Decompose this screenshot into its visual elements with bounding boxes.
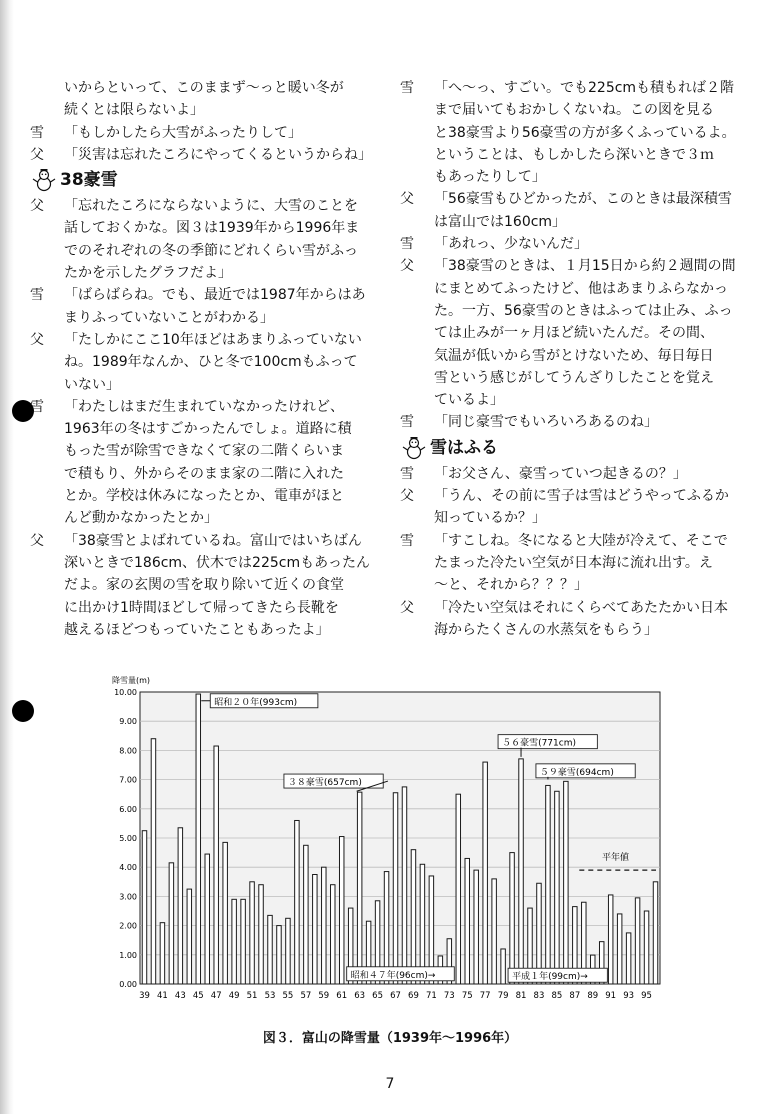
dialogue-line	[30, 240, 382, 262]
dialogue-line	[30, 418, 382, 440]
dialogue-line	[30, 217, 382, 239]
punch-hole-lower	[12, 700, 34, 722]
dialogue-line	[400, 278, 760, 300]
dialogue-text: 「わたしはまだ生まれていなかったけれど、	[64, 398, 344, 415]
dialogue-text: いからといって、このままず〜っと暖い冬が	[64, 80, 344, 96]
section-heading	[30, 168, 382, 192]
bar-1957	[304, 845, 308, 984]
bar-1952	[259, 885, 263, 984]
dialogue-line	[30, 552, 382, 574]
x-tick-label: 87	[569, 991, 581, 1001]
speaker-label	[30, 262, 64, 284]
x-tick-label: 75	[461, 991, 473, 1001]
bar-1941	[160, 923, 164, 984]
y-tick-label: 2.00	[119, 921, 137, 931]
y-tick-label: 1.00	[119, 950, 137, 960]
dialogue-text: だよ。家の玄関の雪を取り除いて近くの食堂	[64, 577, 344, 594]
x-tick-label: 83	[533, 991, 545, 1001]
speaker-label	[400, 507, 434, 529]
y-tick-label: 4.00	[119, 863, 137, 873]
snowfall-chart-svg	[110, 660, 680, 1020]
speaker-label: 雪	[30, 398, 44, 415]
speaker-label	[30, 99, 64, 121]
dialogue-text: 「56豪雪もひどかったが、このときは最深積雪	[434, 191, 732, 208]
dialogue-line	[400, 619, 760, 641]
y-axis-label: 降雪量(m)	[112, 676, 151, 685]
dialogue-line	[30, 77, 382, 99]
bar-1981	[519, 759, 523, 984]
dialogue-text: 雪という感じがしてうんざりしたことを覚え	[434, 369, 714, 386]
speaker-label: 父	[400, 488, 414, 505]
section-heading	[400, 436, 760, 460]
page-number: 7	[385, 1076, 395, 1092]
speaker-label: 雪	[400, 80, 414, 96]
dialogue-line	[400, 389, 760, 411]
dialogue-line	[400, 300, 760, 322]
speaker-label	[30, 597, 64, 619]
y-tick-label: 0.00	[119, 980, 137, 989]
speaker-label: 雪	[400, 414, 414, 431]
speaker-label	[400, 166, 434, 188]
x-tick-label: 45	[192, 991, 204, 1001]
speaker-label	[30, 485, 64, 507]
bar-1994	[635, 898, 639, 984]
dialogue-text: まりふっていないことがわかる」	[64, 309, 274, 326]
x-tick-label: 93	[623, 991, 635, 1001]
dialogue-line	[30, 396, 382, 418]
dialogue-text: んど動かなかったとか」	[64, 510, 218, 527]
dialogue-text: 海からたくさんの水蒸気をもらう」	[434, 621, 658, 638]
speaker-label	[400, 552, 434, 574]
speaker-label	[30, 552, 64, 574]
dialogue-line	[30, 122, 382, 144]
dialogue-text: 深いときで186cm、伏木では225cmもあったん	[64, 554, 370, 571]
dialogue-text: でのそれぞれの冬の季節にどれくらい雪がふっ	[64, 242, 358, 259]
dialogue-text: 「お父さん、豪雪っていつ起きるの？」	[434, 465, 687, 482]
x-tick-label: 59	[318, 991, 330, 1001]
dialogue-text: 「あれっ、少ないんだ」	[434, 236, 588, 253]
dialogue-text: 話しておくかな。図３は1939年から1996年ま	[64, 220, 360, 237]
bar-1995	[644, 911, 648, 984]
bar-1986	[564, 781, 568, 984]
bar-1970	[420, 864, 424, 984]
y-tick-label: 5.00	[119, 834, 137, 843]
dialogue-line	[400, 597, 760, 619]
bar-1949	[232, 899, 236, 984]
dialogue-text: に出かけ1時間ほどして帰ってきたら長靴を	[64, 599, 339, 616]
speaker-label	[400, 278, 434, 300]
y-tick-label: 7.00	[119, 775, 137, 785]
x-tick-label: 47	[210, 991, 222, 1001]
y-tick-label: 8.00	[119, 746, 137, 756]
bar-1945	[196, 694, 200, 984]
dialogue-line	[400, 463, 760, 485]
dialogue-line	[400, 188, 760, 210]
dialogue-line	[400, 411, 760, 433]
speaker-label: 父	[400, 599, 414, 616]
dialogue-line	[400, 530, 760, 552]
speaker-label	[400, 574, 434, 596]
x-tick-label: 43	[174, 991, 186, 1001]
speaker-label	[30, 574, 64, 596]
dialogue-line	[30, 530, 382, 552]
dialogue-line	[400, 552, 760, 574]
bar-1954	[277, 926, 281, 984]
dialogue-text: 「もしかしたら大雪がふったりして」	[64, 124, 302, 141]
bar-1969	[411, 850, 415, 984]
dialogue-text: 「同じ豪雪でもいろいろあるのね」	[434, 414, 658, 431]
speaker-label	[30, 418, 64, 440]
dialogue-line	[30, 374, 382, 396]
dialogue-line	[30, 329, 382, 351]
dialogue-text: 越えるほどつもっていたこともあったよ」	[64, 621, 330, 638]
snowman-icon	[400, 436, 428, 460]
dialogue-text: まで届いてもおかしくないね。この図を見る	[434, 102, 714, 119]
speaker-label: 雪	[400, 236, 414, 253]
bar-1942	[169, 863, 173, 984]
dialogue-line	[400, 345, 760, 367]
speaker-label: 父	[30, 198, 44, 215]
dialogue-text: 「へ〜っ、すごい。でも225cmも積もれば２階	[434, 80, 735, 96]
speaker-label	[400, 367, 434, 389]
x-tick-label: 77	[479, 991, 491, 1001]
speaker-label: 父	[400, 258, 414, 275]
dialogue-text: たかを示したグラフだよ」	[64, 265, 232, 282]
dialogue-line	[400, 367, 760, 389]
dialogue-line	[400, 322, 760, 344]
dialogue-line	[30, 307, 382, 329]
bar-1974	[456, 794, 460, 984]
dialogue-line	[30, 574, 382, 596]
x-tick-label: 81	[515, 991, 527, 1001]
dialogue-text: 「すこしね。冬になると大陸が冷えて、そこで	[434, 532, 728, 549]
speaker-label: 雪	[30, 124, 44, 141]
dialogue-text: いない」	[64, 376, 120, 393]
y-tick-label: 9.00	[119, 717, 137, 727]
bar-1953	[268, 915, 272, 984]
x-tick-label: 41	[156, 991, 168, 1001]
dialogue-text: た。一方、56豪雪のときはふっては止み、ふっ	[434, 302, 733, 319]
bar-1991	[608, 895, 612, 984]
dialogue-text: 「38豪雪とよばれているね。富山ではいちばん	[64, 532, 362, 549]
dialogue-line	[30, 144, 382, 166]
annotation-showa20: 昭和２０年(993cm)	[214, 697, 298, 708]
dialogue-line	[400, 507, 760, 529]
dialogue-text: ということは、もしかしたら深いときで３ｍ	[434, 146, 714, 163]
annotation-heisei1: 平成１年(99cm)→	[512, 972, 588, 983]
bar-1946	[205, 854, 209, 984]
speaker-label: 父	[30, 331, 44, 348]
dialogue-line	[400, 485, 760, 507]
speaker-label	[30, 374, 64, 396]
x-tick-label: 49	[228, 991, 240, 1001]
dialogue-line	[400, 233, 760, 255]
bar-1939	[142, 831, 146, 984]
dialogue-line	[400, 574, 760, 596]
dialogue-line	[30, 485, 382, 507]
dialogue-text: ているよ」	[434, 392, 504, 409]
dialogue-line	[400, 166, 760, 188]
dialogue-text: 知っているか？」	[434, 510, 546, 527]
dialogue-line	[400, 211, 760, 233]
speaker-label	[30, 463, 64, 485]
bar-1977	[483, 762, 487, 984]
annotation-56gosetsu: ５６豪雪(771cm)	[502, 738, 576, 749]
dialogue-line	[30, 351, 382, 373]
x-tick-label: 51	[246, 991, 258, 1001]
dialogue-text: 気温が低いから雪がとけないため、毎日毎日	[434, 347, 714, 364]
dialogue-line	[30, 463, 382, 485]
dialogue-text: 1963年の冬はすごかったんでしょ。道路に積	[64, 421, 352, 438]
dialogue-text: 「うん、その前に雪子は雪はどうやってふるか	[434, 488, 729, 505]
speaker-label	[400, 345, 434, 367]
dialogue-text: 「災害は忘れたころにやってくるというからね」	[64, 146, 372, 163]
bar-1956	[295, 820, 299, 984]
dialogue-line	[30, 284, 382, 306]
bar-1992	[617, 914, 621, 984]
dialogue-line	[400, 99, 760, 121]
speaker-label	[400, 211, 434, 233]
bar-1943	[178, 828, 182, 984]
dialogue-line	[30, 262, 382, 284]
dialogue-line	[400, 122, 760, 144]
bar-1955	[286, 918, 290, 984]
page-edge-shadow	[0, 0, 14, 1114]
dialogue-line	[30, 99, 382, 121]
dialogue-text: と38豪雪より56豪雪の方が多くふっているよ。	[434, 124, 736, 141]
speaker-label: 雪	[400, 532, 414, 549]
bar-1944	[187, 889, 191, 984]
bar-1961	[339, 837, 343, 984]
figure-caption: 図３．富山の降雪量（1939年〜1996年）	[262, 1031, 518, 1046]
dialogue-text: 「たしかにここ10年ほどはあまりふっていない	[64, 331, 362, 348]
speaker-label	[30, 619, 64, 641]
bar-1978	[492, 879, 496, 984]
bar-1960	[331, 885, 335, 984]
speaker-label	[400, 144, 434, 166]
section-title: 雪はふる	[430, 437, 498, 458]
dialogue-line	[400, 144, 760, 166]
bar-1967	[393, 793, 397, 984]
x-tick-label: 85	[551, 991, 563, 1001]
dialogue-line	[30, 507, 382, 529]
speaker-label: 父	[400, 191, 414, 208]
annotation-59gosetsu: ５９豪雪(694cm)	[539, 767, 614, 778]
dialogue-line	[400, 255, 760, 277]
bar-1968	[402, 787, 406, 984]
x-tick-label: 79	[497, 991, 509, 1001]
dialogue-text: たまった冷たい空気が日本海に流れ出す。え	[434, 554, 713, 571]
speaker-label	[30, 440, 64, 462]
dialogue-text: 「忘れたころにならないように、大雪のことを	[64, 198, 358, 215]
dialogue-text: 「ばらばらね。でも、最近では1987年からはあ	[64, 287, 366, 304]
bar-1979	[501, 949, 505, 984]
speaker-label: 雪	[400, 465, 414, 482]
dialogue-text: で積もり、外からそのまま家の二階に入れた	[64, 465, 344, 482]
bar-1948	[223, 842, 227, 984]
bar-1940	[151, 739, 155, 984]
bar-1975	[465, 858, 469, 984]
snowman-icon	[30, 168, 58, 192]
speaker-label	[30, 351, 64, 373]
x-tick-label: 65	[372, 991, 384, 1001]
speaker-label	[30, 77, 64, 99]
bar-1976	[474, 870, 478, 984]
x-tick-label: 57	[300, 991, 312, 1001]
speaker-label	[30, 240, 64, 262]
snowfall-chart	[110, 660, 680, 1020]
x-tick-label: 71	[425, 991, 437, 1001]
x-tick-label: 61	[336, 991, 348, 1001]
speaker-label	[30, 507, 64, 529]
y-tick-label: 10.00	[114, 688, 137, 697]
dialogue-text: 「冷たい空気はそれにくらべてあたたかい日本	[434, 599, 728, 616]
speaker-label	[400, 99, 434, 121]
x-tick-label: 95	[641, 991, 652, 1001]
speaker-label	[30, 217, 64, 239]
dialogue-text: もあったりして」	[434, 169, 546, 186]
dialogue-text: ては止みが一ヶ月ほど続いたんだ。その間、	[434, 325, 714, 342]
dialogue-text: は富山では160cm」	[434, 213, 567, 230]
dialogue-line	[400, 77, 760, 99]
bar-1959	[322, 867, 326, 984]
speaker-label	[400, 389, 434, 411]
x-tick-label: 53	[264, 991, 276, 1001]
speaker-label	[30, 307, 64, 329]
dialogue-text: 「38豪雪のときは、１月15日から約２週間の間	[434, 258, 736, 275]
annotation-38gosetsu: ３８豪雪(657cm)	[287, 778, 362, 789]
bar-1984	[546, 785, 550, 984]
annotation-showa47: 昭和４７年(96cm)→	[350, 970, 436, 981]
bar-1996	[653, 882, 657, 984]
bar-1947	[214, 746, 218, 984]
average-label: 平年値	[602, 853, 630, 864]
x-tick-label: 89	[587, 991, 599, 1001]
speaker-label	[400, 322, 434, 344]
y-tick-label: 6.00	[119, 804, 137, 814]
bar-1980	[510, 853, 514, 984]
bar-1963	[357, 792, 361, 984]
bar-1951	[250, 882, 254, 984]
dialogue-line	[30, 440, 382, 462]
bar-1993	[626, 933, 630, 984]
left-text-column	[30, 77, 382, 641]
right-text-column	[400, 77, 760, 641]
speaker-label: 父	[30, 532, 44, 549]
dialogue-line	[30, 619, 382, 641]
dialogue-text: とか。学校は休みになったとか、電車がほと	[64, 488, 344, 505]
dialogue-line	[30, 597, 382, 619]
x-tick-label: 39	[139, 991, 150, 1001]
speaker-label: 父	[30, 146, 44, 163]
speaker-label	[400, 619, 434, 641]
x-tick-label: 63	[354, 991, 366, 1001]
speaker-label	[400, 122, 434, 144]
x-tick-label: 67	[390, 991, 401, 1001]
bar-1950	[241, 899, 245, 984]
x-tick-label: 73	[443, 991, 455, 1001]
speaker-label: 雪	[30, 287, 44, 304]
speaker-label	[400, 300, 434, 322]
x-tick-label: 55	[282, 991, 294, 1001]
bar-1985	[555, 791, 559, 984]
dialogue-text: ね。1989年なんか、ひと冬で100cmもふって	[64, 354, 358, 371]
y-tick-label: 3.00	[119, 892, 137, 902]
dialogue-text: 続くとは限らないよ」	[64, 102, 204, 119]
dialogue-text: 〜と、それから？？？」	[434, 577, 588, 594]
bar-1958	[313, 875, 317, 985]
dialogue-text: もった雪が除雪できなくて家の二階くらいま	[64, 443, 344, 460]
dialogue-line	[30, 195, 382, 217]
section-title: 38豪雪	[60, 170, 118, 191]
dialogue-text: にまとめてふったけど、他はあまりふらなかっ	[434, 280, 728, 297]
x-tick-label: 69	[408, 991, 419, 1001]
x-tick-label: 91	[605, 991, 617, 1001]
